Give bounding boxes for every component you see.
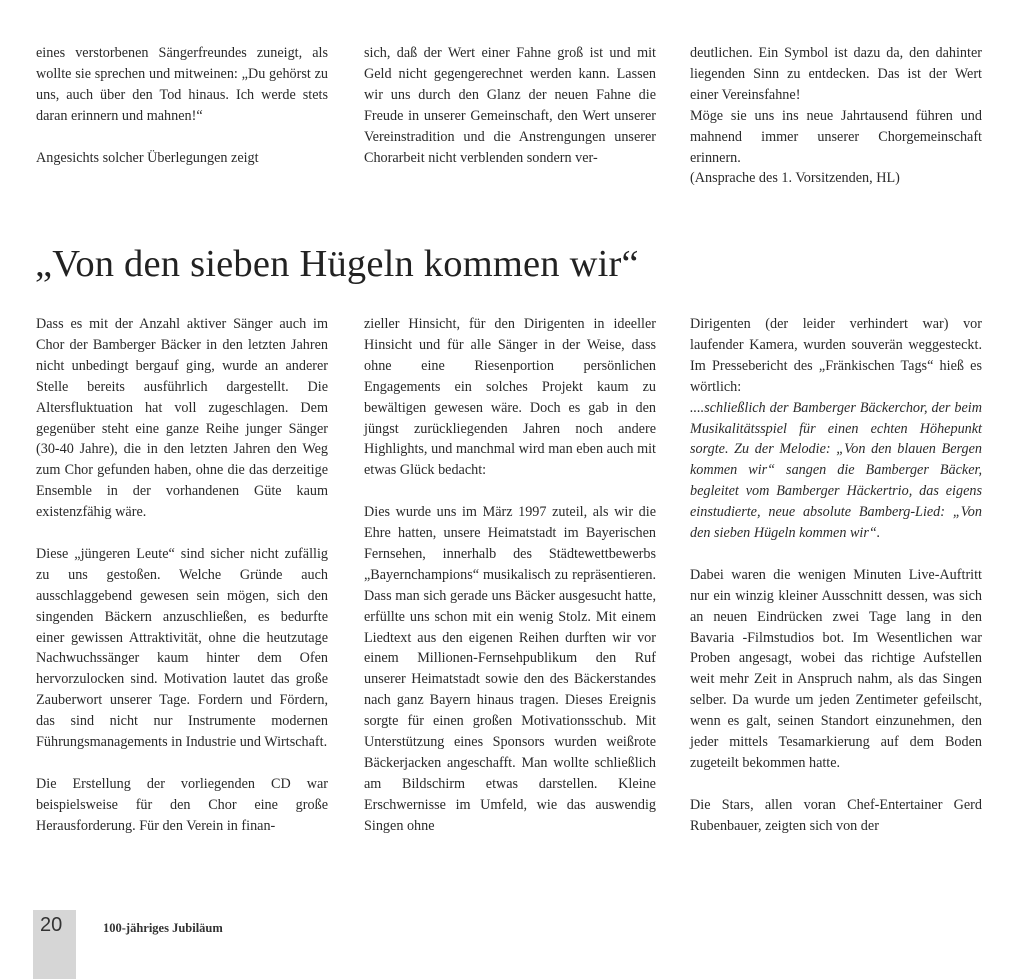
attribution: (Ansprache des 1. Vorsitzenden, HL)	[690, 170, 900, 187]
paragraph: deutlichen. Ein Symbol ist dazu da, den dahinter liegenden Sinn zu entdecken. Das ist der Wert einer Vereinsfahne!	[690, 45, 982, 103]
paragraph: Die Erstellung der vorliegenden CD war beispielsweise für den Chor eine große Herausforderung. Für den Verein in finan-	[36, 775, 328, 834]
paragraph: Dirigenten (der leider verhindert war) vor laufender Kamera, wurden souverän weggesteckt. Im Pressebericht des „Fränkischen Tags“ hieß es wörtlich:	[690, 316, 982, 395]
paragraph: sich, daß der Wert einer Fahne groß ist und mit Geld nicht gegengerechnet werden kann. Lassen wir uns durch den Glanz der neuen Fahne die Freude in unserer Gemeinschaft, den Wert unserer Vereinstradition und die Anstrengungen unserer Chorarbeit nicht verblenden sondern ver-	[364, 45, 656, 166]
page-number: 20	[40, 914, 63, 936]
footer-label: 100-jähriges Jubiläum	[103, 921, 223, 935]
paragraph: eines verstorbenen Sängerfreundes zuneigt, als wollte sie sprechen und mitweinen: „Du gehörst zu uns, auch über den Tod hinaus. Ich werde stets daran erinnern und mahnen!“	[36, 45, 328, 124]
paragraph: zieller Hinsicht, für den Dirigenten in ideeller Hinsicht und für alle Sänger in der Weise, dass ohne eine Riesenportion persönlichen Engagements ein solches Projekt kaum zu bewältigen gewesen wäre. Doch es gab in den jüngst zurückliegenden Jahren noch andere Highlights, und manchmal wird man eben auch mit etwas Glück bedacht:	[364, 316, 656, 479]
paragraph: Die Stars, allen voran Chef-Entertainer Gerd Rubenbauer, zeigten sich von der	[690, 796, 982, 834]
paragraph: Möge sie uns ins neue Jahrtausend führen und mahnend immer unserer Chorgemeinschaft erinnern.	[690, 107, 982, 166]
article-column-1	[36, 314, 328, 837]
top-column-3	[690, 43, 982, 189]
article-title: „Von den sieben Hügeln kommen wir“	[35, 243, 639, 285]
paragraph: Dabei waren die wenigen Minuten Live-Auftritt nur ein winzig kleiner Ausschnitt dessen, was sich an neuen Eindrücken zwei Tage lang in den Bavaria -Filmstudios bot. Im Wesentlichen war Proben angesagt, wobei das richtige Aufstellen weit mehr Zeit in Anspruch nahm, als das Singen selber. Da wurde um jeden Zentimeter gefeilscht, wenn es galt, seinen Standort einzunehmen, den jeder mittels Tesamarkierung auf dem Boden zugeteilt bekommen hatte.	[690, 566, 982, 772]
top-column-1	[36, 43, 328, 168]
top-column-2	[364, 43, 656, 168]
article-column-3	[690, 314, 982, 837]
paragraph: Dies wurde uns im März 1997 zuteil, als wir die Ehre hatten, unsere Heimatstadt im Bayerischen Fernsehen, innerhalb des Städtewettbewerbs „Bayernchampions“ musikalisch zu repräsentieren. Dass man sich gerade uns Bäcker ausgesucht hatte, erfüllte uns schon mit ein wenig Stolz. Mit einem Liedtext aus den eigenen Reihen durften wir vor einem Millionen-Fernsehpublikum den Ruf unserer Heimatstadt sowie den des Bäckerstandes nach ganz Bayern hinaus tragen. Dieses Ereignis sorgte für einen großen Motivationsschub. Mit Unterstützung eines Sponsors wurden weißrote Bäckerjacken angeschafft. Man wollte schließlich am Bildschirm etwas darstellen. Kleine Erschwernisse im Umfeld, wie das auswendig Singen ohne	[364, 504, 656, 834]
article-column-2	[364, 314, 656, 837]
paragraph: Dass es mit der Anzahl aktiver Sänger auch im Chor der Bamberger Bäcker in den letzten Jahren nicht unbedingt bergauf ging, wurde an anderer Stelle bereits ausführlich dargestellt. Die Altersfluktuation hat voll zugeschlagen. Dem gegenüber steht eine ganze Reihe junger Sänger (30-40 Jahre), die in den letzten Jahren den Weg zum Chor gefunden haben, ohne die das derzeitige Ensemble in der vorhandenen Güte kaum existenzfähig wäre.	[36, 316, 328, 521]
paragraph: Angesichts solcher Überlegungen zeigt	[36, 149, 259, 166]
paragraph: Diese „jüngeren Leute“ sind sicher nicht zufällig zu uns gestoßen. Welche Gründe auch ausschlaggebend gewesen sein mögen, sich den singenden Bäckern anzuschließen, es bedurfte einer gewissen Attraktivität, ohne die heutzutage Nachwuchssänger kaum hinter dem Ofen hervorzulocken sind. Motivation lautet das große Zauberwort unserer Tage. Fordern und Fördern, das sind nicht nur Instrumente modernen Führungsmanagements in Industrie und Wirtschaft.	[36, 545, 328, 751]
press-quote: ....schließlich der Bamberger Bäckerchor, der beim Musikalitätsspiel für einen echten Höhepunkt sorgte. Zu der Melodie: „Von den blauen Bergen kommen wir“ sangen die Bamberger Bäcker, begleitet vom Bamberger Häckertrio, das eigens einstudierte, neue absolute Bamberg-Lied: „Von den sieben Hügeln kommen wir“.	[690, 399, 982, 542]
